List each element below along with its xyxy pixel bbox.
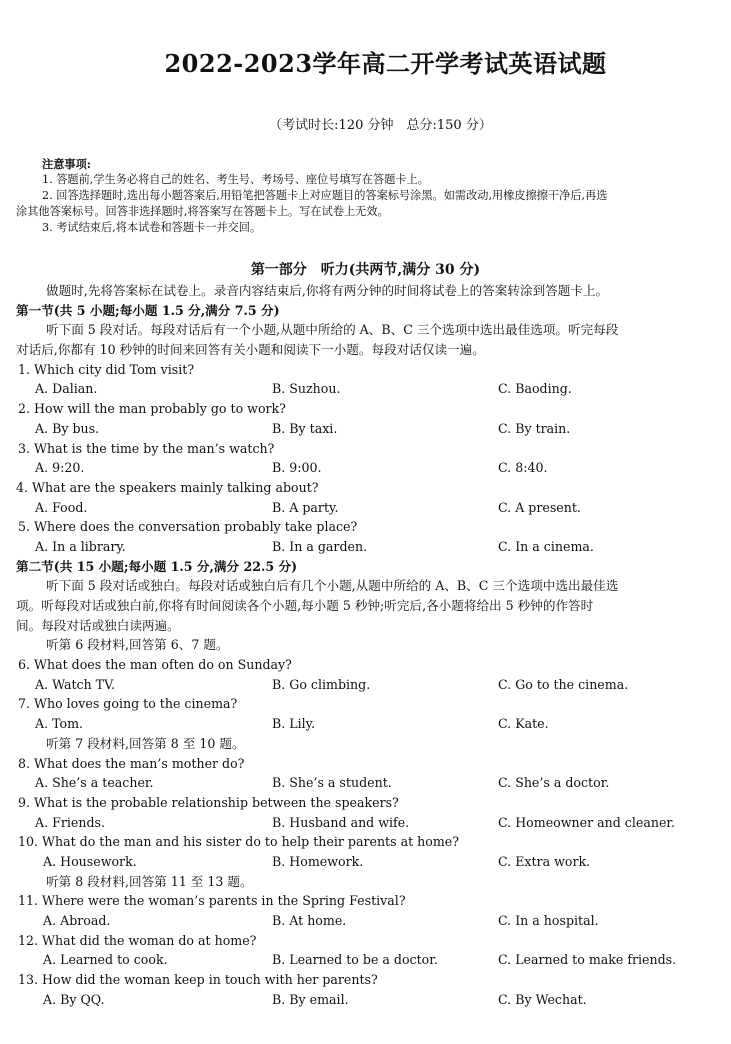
option-a: A. Friends.	[35, 814, 105, 830]
options-5	[16, 537, 722, 557]
material-7-heading: 听第 7 段材料,回答第 8 至 10 题。	[46, 735, 245, 751]
options-12	[16, 950, 722, 970]
question-7: 7. Who loves going to the cinema?	[18, 696, 238, 712]
exam-notes	[16, 156, 720, 236]
option-c: C. A present.	[498, 499, 581, 515]
option-c: C. In a cinema.	[498, 538, 594, 554]
question-10: 10. What do the man and his sister do to help their parents at home?	[18, 834, 459, 850]
question-2: 2. How will the man probably go to work?	[18, 401, 286, 417]
option-b: B. A party.	[272, 499, 339, 515]
question-1: 1. Which city did Tom visit?	[18, 361, 195, 377]
option-a: A. By bus.	[35, 420, 100, 436]
question-6: 6. What does the man often do on Sunday?	[18, 657, 292, 673]
option-c: C. Learned to make friends.	[498, 952, 677, 968]
section1-instruction: 对话后,你都有 10 秒钟的时间来回答有关小题和阅读下一小题。每段对话仅读一遍。	[16, 342, 485, 358]
option-b: B. Lily.	[272, 716, 316, 732]
question-3: 3. What is the time by the man’s watch?	[18, 440, 275, 456]
option-c: C. In a hospital.	[498, 913, 599, 928]
section2-instruction: 项。听每段对话或独白前,你将有时间阅读各个小题,每小题 5 秒钟;听完后,各小题将给出 5 秒钟的作答时	[16, 598, 594, 613]
option-a: A. Tom.	[35, 716, 84, 732]
option-a: A. Dalian.	[35, 381, 98, 397]
option-c: C. Kate.	[498, 716, 549, 732]
option-c: C. By train.	[498, 420, 571, 436]
option-a: A. She’s a teacher.	[35, 775, 154, 791]
notes-line: 涂其他答案标号。回答非选择题时,将答案写在答题卡上。写在试卷上无效。	[16, 205, 389, 218]
exam-duration-score: （考试时长:120 分钟 总分:150 分）	[269, 118, 492, 133]
page-title: 2022-2023学年高二开学考试英语试题	[164, 49, 607, 78]
question-9: 9. What is the probable relationship between the speakers?	[18, 794, 399, 810]
option-a: A. Food.	[35, 499, 88, 515]
option-a: A. In a library.	[35, 538, 126, 554]
option-c: C. 8:40.	[498, 460, 548, 476]
options-6	[16, 675, 722, 695]
option-b: B. She’s a student.	[272, 775, 392, 791]
options-11	[16, 911, 722, 931]
notes-line: 3. 考试结束后,将本试卷和答题卡一并交回。	[42, 221, 262, 234]
part1-title: 第一部分 听力(共两节,满分 30 分)	[250, 262, 481, 278]
options-7	[16, 714, 722, 734]
option-b: B. At home.	[272, 913, 347, 928]
material-6-heading: 听第 6 段材料,回答第 6、7 题。	[46, 637, 229, 653]
option-c: C. Baoding.	[498, 381, 572, 397]
notes-heading: 注意事项:	[42, 157, 91, 171]
option-a: A. 9:20.	[35, 460, 85, 476]
option-b: B. Go climbing.	[272, 676, 371, 692]
notes-line: 1. 答题前,学生务必将自己的姓名、考生号、考场号、座位号填写在答题卡上。	[42, 173, 429, 186]
option-a: A. Abroad.	[43, 913, 111, 928]
options-2	[16, 419, 722, 439]
option-b: B. By email.	[272, 991, 349, 1007]
option-a: A. By QQ.	[43, 991, 105, 1007]
section2-title: 第二节(共 15 小题;每小题 1.5 分,满分 22.5 分)	[16, 558, 298, 574]
option-b: B. Suzhou.	[272, 381, 341, 397]
part1-intro: 做题时,先将答案标在试卷上。录音内容结束后,你将有两分钟的时间将试卷上的答案转涂到答题卡上。	[46, 283, 609, 298]
option-c: C. By Wechat.	[498, 991, 587, 1007]
option-b: B. Homework.	[272, 853, 364, 869]
section2-instruction: 间。每段对话或独白读两遍。	[16, 617, 180, 633]
option-a: A. Learned to cook.	[43, 952, 168, 968]
material-8-heading: 听第 8 段材料,回答第 11 至 13 题。	[46, 873, 253, 889]
section1-title: 第一节(共 5 小题;每小题 1.5 分,满分 7.5 分)	[16, 302, 280, 318]
options-13	[16, 990, 722, 1010]
option-c: C. She’s a doctor.	[498, 775, 610, 791]
listening-section	[16, 281, 722, 1009]
notes-line: 2. 回答选择题时,选出每小题答案后,用铅笔把答题卡上对应题目的答案标号涂黑。如需改动,用橡皮擦擦干净后,再选	[42, 189, 608, 202]
section2-instruction: 听下面 5 段对话或独白。每段对话或独白后有几个小题,从题中所给的 A、B、C 三个选项中选出最佳选	[46, 578, 619, 594]
options-4	[16, 498, 722, 518]
options-9	[16, 813, 722, 833]
option-a: A. Housework.	[43, 853, 137, 869]
question-8: 8. What does the man’s mother do?	[18, 755, 245, 771]
question-11: 11. Where were the woman’s parents in the Spring Festival?	[18, 893, 406, 909]
option-b: B. In a garden.	[272, 538, 368, 554]
options-8	[16, 773, 722, 793]
option-b: B. 9:00.	[272, 460, 322, 476]
options-10	[16, 852, 722, 872]
section1-instruction: 听下面 5 段对话。每段对话后有一个小题,从题中所给的 A、B、C 三个选项中选出最佳选项。听完每段	[46, 322, 619, 338]
option-a: A. Watch TV.	[35, 676, 115, 692]
options-1	[16, 379, 722, 399]
option-c: C. Extra work.	[498, 853, 591, 869]
question-4: 4. What are the speakers mainly talking about?	[16, 479, 319, 495]
option-c: C. Homeowner and cleaner.	[498, 814, 676, 830]
option-b: B. Husband and wife.	[272, 814, 410, 830]
option-b: B. Learned to be a doctor.	[272, 952, 438, 968]
options-3	[16, 458, 722, 478]
question-13: 13. How did the woman keep in touch with her parents?	[18, 972, 378, 988]
question-5: 5. Where does the conversation probably take place?	[18, 519, 358, 535]
option-b: B. By taxi.	[272, 420, 338, 436]
question-12: 12. What did the woman do at home?	[18, 932, 257, 948]
option-c: C. Go to the cinema.	[498, 676, 629, 692]
